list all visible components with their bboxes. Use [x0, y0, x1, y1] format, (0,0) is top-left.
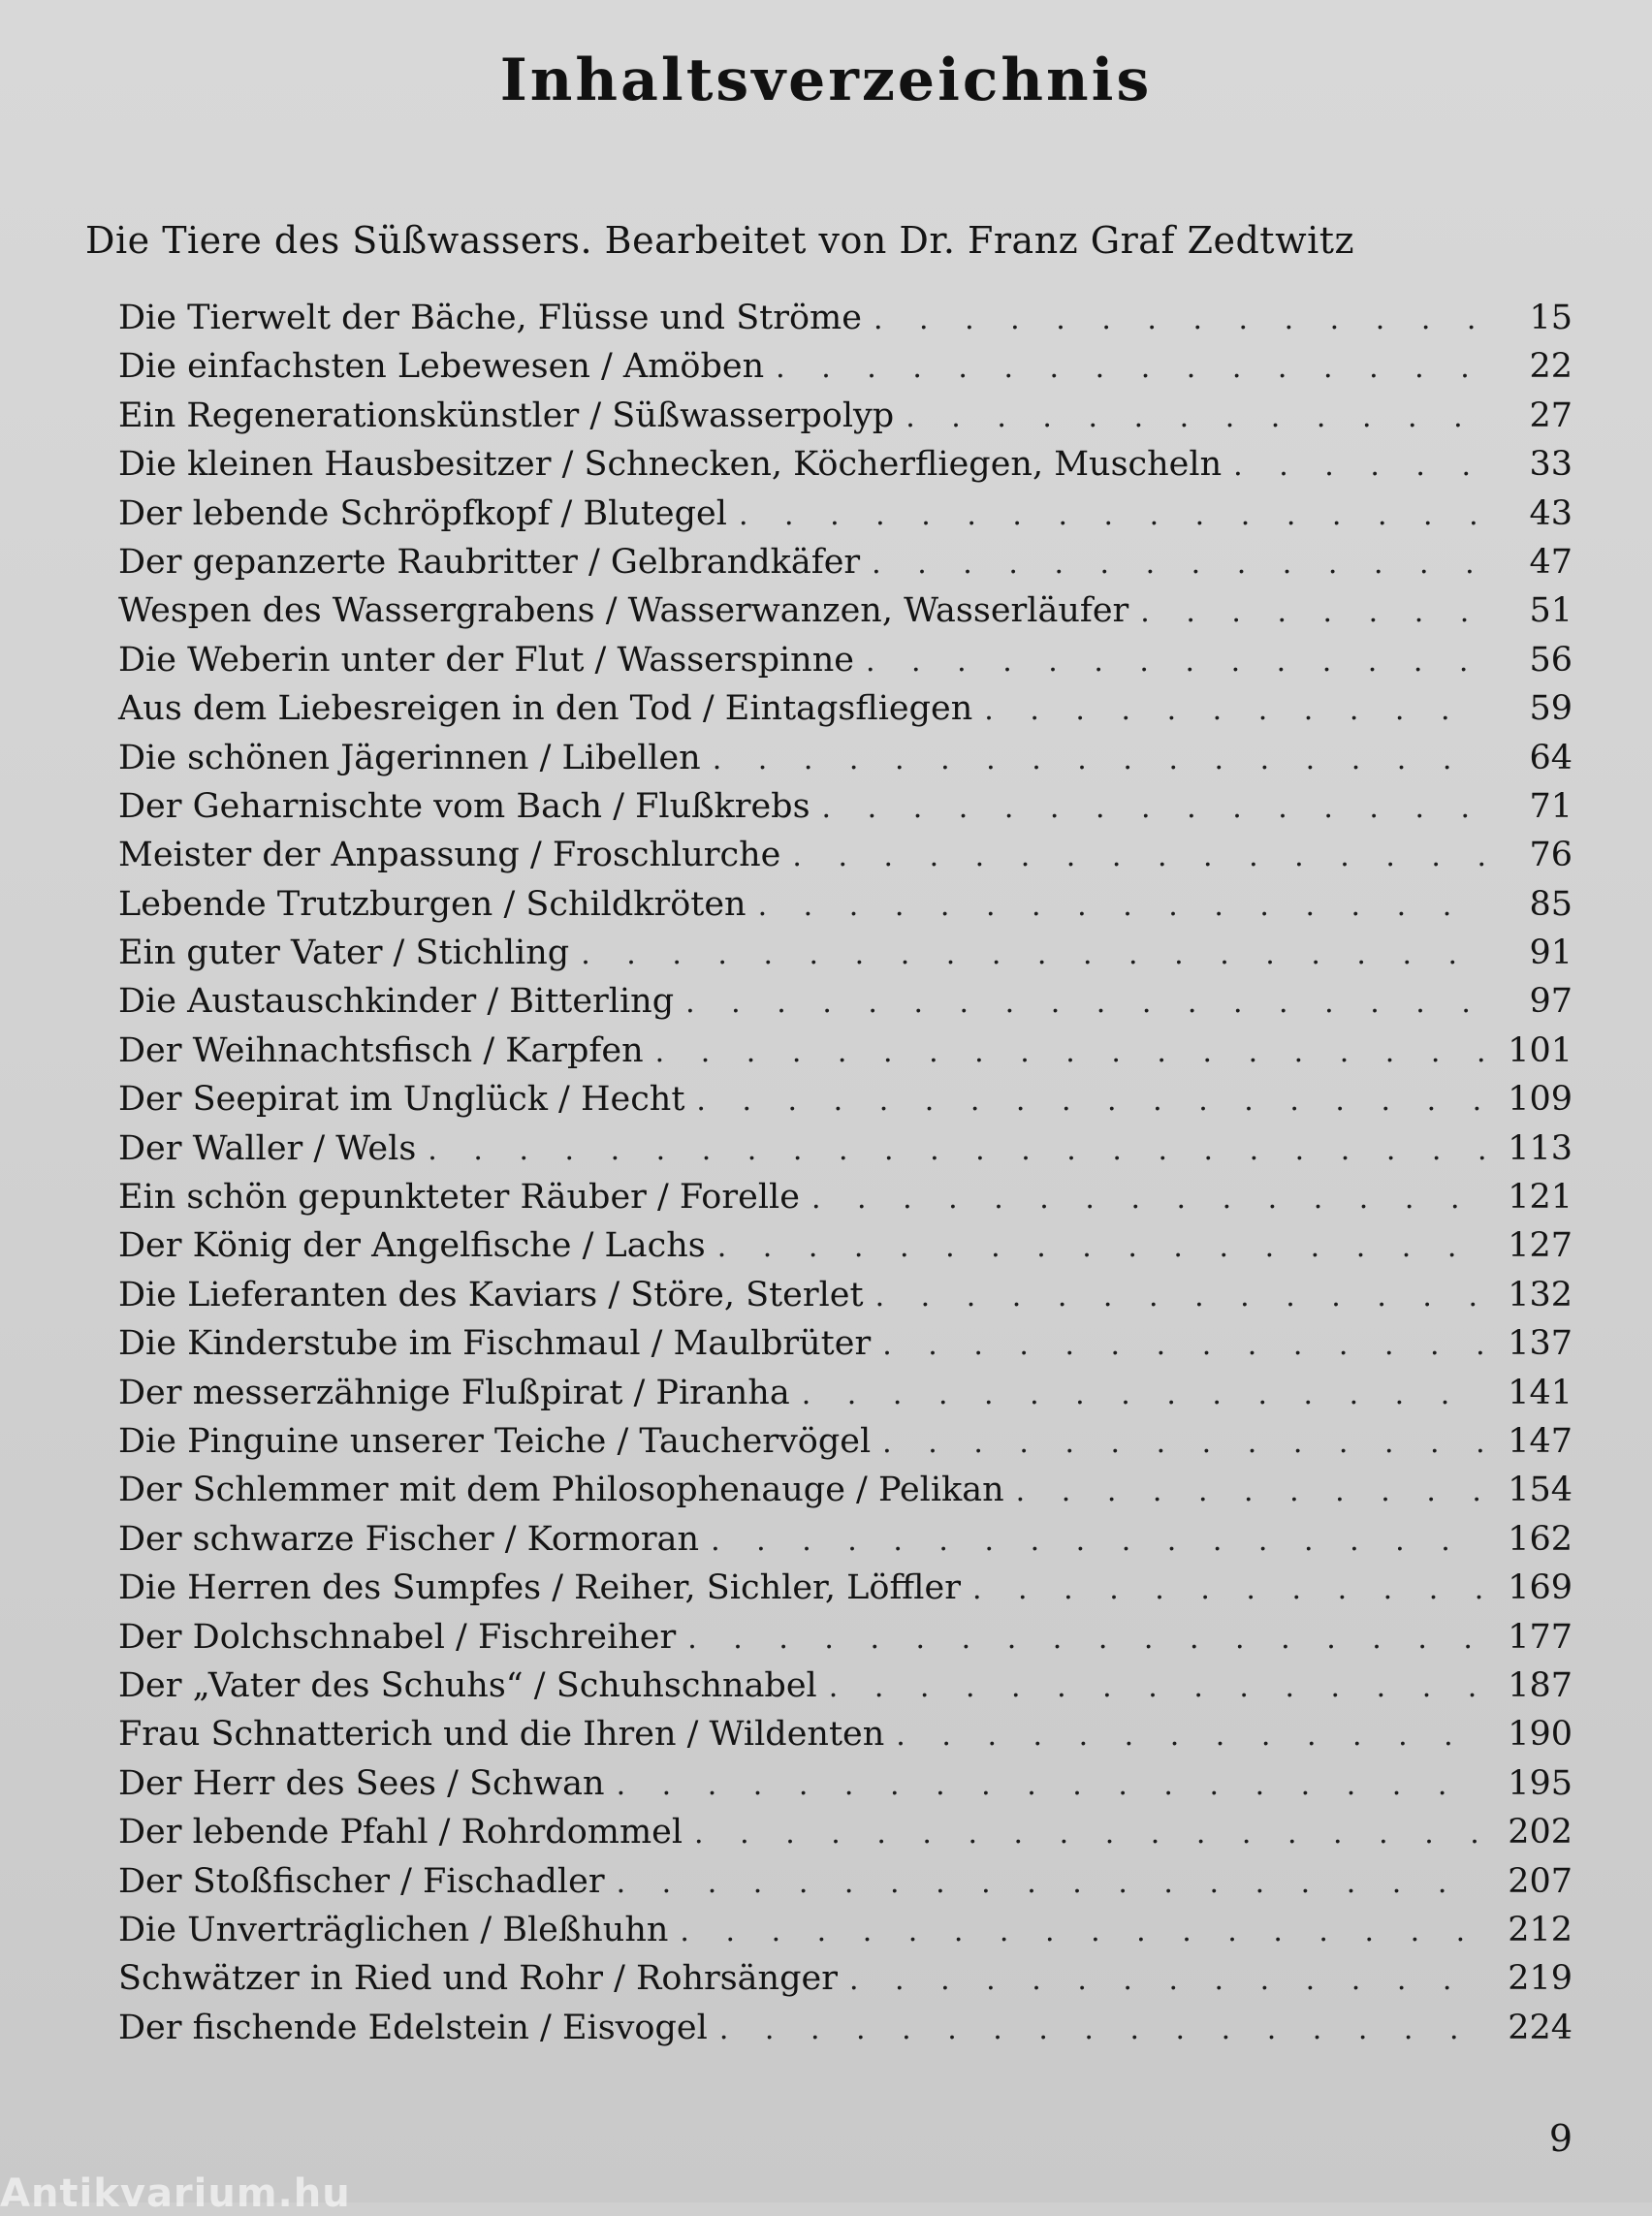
toc-entry [118, 689, 1573, 738]
toc-entry [118, 1031, 1573, 1080]
toc-entry [118, 2009, 1573, 2057]
toc-entry-label: Die schönen Jägerinnen / Libellen [118, 738, 701, 777]
toc-entry-page: 27 [1529, 396, 1573, 435]
toc-entry-label: Der schwarze Fischer / Kormoran [118, 1519, 700, 1559]
toc-leader-dots [655, 1035, 1485, 1069]
toc-entry-label: Der fischende Edelstein / Eisvogel [118, 2008, 708, 2047]
toc-entry [118, 445, 1573, 493]
toc-leader-dots [581, 937, 1485, 971]
toc-entry-label: Die einfachsten Lebewesen / Amöben [118, 347, 765, 387]
toc-entry [118, 1129, 1573, 1178]
toc-entry-label: Der gepanzerte Raubritter / Gelbrandkäfer [118, 542, 861, 582]
toc-entry-page: 47 [1529, 542, 1573, 582]
toc-entry [118, 591, 1573, 640]
toc-entry [118, 1911, 1573, 1959]
toc-leader-dots [617, 1866, 1485, 1900]
toc-entry-label: Ein Regenerationskünstler / Süßwasserpolyp [118, 396, 895, 435]
toc-entry-label: Der Schlemmer mit dem Philosophenauge / Pelikan [118, 1471, 1004, 1510]
toc-entry-page: 207 [1508, 1861, 1573, 1901]
toc-entry-label: Frau Schnatterich und die Ihren / Wildenten [118, 1715, 885, 1755]
toc-entry-page: 132 [1508, 1275, 1573, 1314]
toc-leader-dots [792, 839, 1485, 873]
toc-entry-page: 76 [1529, 836, 1573, 875]
toc-entry-page: 71 [1529, 786, 1573, 826]
toc-leader-dots [896, 1719, 1485, 1753]
toc-leader-dots [680, 1915, 1485, 1948]
toc-entry-label: Der Stoßfischer / Fischadler [118, 1861, 605, 1901]
toc-entry-page: 224 [1508, 2008, 1573, 2047]
toc-leader-dots [874, 302, 1485, 336]
toc-entry-label: Die Weberin unter der Flut / Wasserspinne [118, 640, 854, 680]
toc-entry-page: 127 [1508, 1226, 1573, 1266]
toc-entry [118, 934, 1573, 982]
toc-leader-dots [972, 1572, 1485, 1606]
table-of-contents [118, 299, 1573, 2057]
toc-entry-label: Der König der Angelfische / Lachs [118, 1226, 706, 1266]
toc-entry [118, 1520, 1573, 1568]
toc-leader-dots [984, 693, 1485, 727]
toc-leader-dots [875, 1280, 1485, 1314]
toc-leader-dots [822, 791, 1485, 825]
toc-entry [118, 1422, 1573, 1471]
toc-entry-label: Die Tierwelt der Bäche, Flüsse und Ströme [118, 299, 862, 337]
toc-entry [118, 1568, 1573, 1617]
toc-entry [118, 885, 1573, 934]
toc-entry [118, 1276, 1573, 1324]
toc-entry [118, 1471, 1573, 1519]
toc-leader-dots [696, 1084, 1485, 1118]
toc-entry [118, 1666, 1573, 1715]
toc-leader-dots [719, 2012, 1485, 2046]
toc-entry-label: Der Herr des Sees / Schwan [118, 1763, 605, 1803]
toc-entry [118, 1813, 1573, 1861]
toc-entry-page: 59 [1529, 689, 1573, 729]
toc-entry-label: Die kleinen Hausbesitzer / Schnecken, Köcherfliegen, Muscheln [118, 445, 1223, 485]
toc-leader-dots [905, 400, 1485, 434]
toc-entry-page: 202 [1508, 1813, 1573, 1852]
toc-entry-label: Meister der Anpassung / Froschlurche [118, 836, 781, 875]
toc-entry-label: Der messerzähnige Flußpirat / Piranha [118, 1373, 790, 1412]
toc-entry-label: Der Geharnischte vom Bach / Flußkrebs [118, 786, 810, 826]
toc-entry-label: Die Kinderstube im Fischmaul / Maulbrüter [118, 1324, 872, 1364]
toc-entry [118, 1324, 1573, 1373]
toc-entry-label: Der lebende Pfahl / Rohrdommel [118, 1813, 683, 1852]
toc-entry-page: 177 [1508, 1617, 1573, 1657]
toc-entry-label: Die Lieferanten des Kaviars / Störe, Sterlet [118, 1275, 864, 1314]
toc-entry-label: Der „Vater des Schuhs“ / Schuhschnabel [118, 1665, 817, 1705]
toc-leader-dots [776, 351, 1485, 385]
toc-entry-label: Der Weihnachtsfisch / Karpfen [118, 1030, 644, 1070]
toc-entry-page: 101 [1508, 1030, 1573, 1070]
toc-entry-page: 162 [1508, 1519, 1573, 1559]
toc-entry-label: Die Austauschkinder / Bitterling [118, 982, 675, 1022]
toc-entry [118, 494, 1573, 543]
toc-entry-page: 51 [1529, 591, 1573, 631]
toc-entry [118, 1080, 1573, 1128]
toc-leader-dots [829, 1670, 1485, 1704]
toc-entry-page: 147 [1508, 1421, 1573, 1461]
toc-entry-page: 64 [1529, 738, 1573, 777]
toc-entry [118, 641, 1573, 689]
toc-entry [118, 836, 1573, 884]
toc-entry-page: 187 [1508, 1665, 1573, 1705]
toc-entry-page: 169 [1508, 1568, 1573, 1608]
toc-leader-dots [811, 1182, 1485, 1216]
toc-entry-label: Ein guter Vater / Stichling [118, 934, 570, 973]
toc-entry [118, 1226, 1573, 1275]
toc-entry [118, 543, 1573, 591]
toc-entry-page: 190 [1508, 1715, 1573, 1755]
toc-leader-dots [687, 1622, 1485, 1656]
toc-entry [118, 1862, 1573, 1911]
toc-entry [118, 982, 1573, 1030]
watermark: Antikvarium.hu [0, 2171, 351, 2216]
toc-entry-label: Schwätzer in Ried und Rohr / Rohrsänger [118, 1959, 838, 1999]
toc-entry-page: 33 [1529, 445, 1573, 485]
toc-entry-page: 22 [1529, 347, 1573, 387]
toc-entry-page: 121 [1508, 1178, 1573, 1218]
toc-leader-dots [882, 1328, 1485, 1362]
toc-entry-page: 195 [1508, 1763, 1573, 1803]
toc-entry-label: Der Dolchschnabel / Fischreiher [118, 1617, 677, 1657]
toc-entry-page: 219 [1508, 1959, 1573, 1999]
toc-entry [118, 1764, 1573, 1813]
toc-entry-label: Die Unverträglichen / Bleßhuhn [118, 1910, 669, 1949]
toc-entry-page: 85 [1529, 884, 1573, 924]
toc-entry [118, 1178, 1573, 1226]
toc-leader-dots [758, 889, 1485, 923]
toc-leader-dots [882, 1426, 1485, 1460]
toc-leader-dots [713, 743, 1485, 776]
toc-entry-page: 141 [1508, 1373, 1573, 1412]
toc-entry-label: Lebende Trutzburgen / Schildkröten [118, 884, 747, 924]
toc-entry [118, 1618, 1573, 1666]
toc-leader-dots [717, 1230, 1485, 1264]
toc-leader-dots [617, 1768, 1485, 1802]
toc-leader-dots [739, 498, 1485, 532]
toc-entry-label: Die Herren des Sumpfes / Reiher, Sichler, Löffler [118, 1568, 961, 1608]
page-title: Inhaltsverzeichnis [499, 47, 1153, 114]
toc-leader-dots [1233, 449, 1485, 483]
toc-entry-page: 97 [1529, 982, 1573, 1022]
toc-entry-page: 154 [1508, 1471, 1573, 1510]
toc-entry [118, 1715, 1573, 1763]
toc-leader-dots [866, 645, 1485, 679]
toc-leader-dots [711, 1524, 1485, 1558]
toc-entry [118, 739, 1573, 787]
toc-entry-label: Der lebende Schröpfkopf / Blutegel [118, 493, 727, 533]
toc-entry-label: Der Seepirat im Unglück / Hecht [118, 1080, 685, 1120]
toc-entry-page: 91 [1529, 934, 1573, 973]
toc-entry-label: Die Pinguine unserer Teiche / Tauchervögel [118, 1421, 872, 1461]
toc-entry [118, 347, 1573, 396]
page-number: 9 [1548, 2117, 1573, 2160]
toc-entry [118, 299, 1573, 347]
toc-entry-page: 212 [1508, 1910, 1573, 1949]
toc-entry-label: Wespen des Wassergrabens / Wasserwanzen, Wasserläufer [118, 591, 1129, 631]
toc-entry [118, 787, 1573, 836]
toc-leader-dots [849, 1963, 1485, 1997]
toc-entry-page: 56 [1529, 640, 1573, 680]
toc-leader-dots [428, 1133, 1485, 1167]
toc-entry-label: Der Waller / Wels [118, 1128, 417, 1168]
toc-entry-label: Aus dem Liebesreigen in den Tod / Eintagsfliegen [118, 689, 973, 729]
toc-entry-page: 137 [1508, 1324, 1573, 1364]
toc-entry [118, 396, 1573, 445]
toc-entry-page: 109 [1508, 1080, 1573, 1120]
toc-entry [118, 1959, 1573, 2008]
toc-leader-dots [802, 1377, 1485, 1411]
toc-entry-page: 15 [1529, 299, 1573, 337]
toc-leader-dots [1140, 595, 1485, 629]
toc-leader-dots [872, 547, 1485, 581]
toc-leader-dots [1016, 1474, 1485, 1508]
toc-entry-page: 113 [1508, 1128, 1573, 1168]
toc-leader-dots [685, 986, 1485, 1020]
toc-entry-label: Ein schön gepunkteter Räuber / Forelle [118, 1178, 800, 1218]
toc-entry [118, 1374, 1573, 1422]
toc-leader-dots [694, 1817, 1485, 1851]
toc-entry-page: 43 [1529, 493, 1573, 533]
section-heading: Die Tiere des Süßwassers. Bearbeitet von Dr. Franz Graf Zedtwitz [85, 219, 1355, 262]
